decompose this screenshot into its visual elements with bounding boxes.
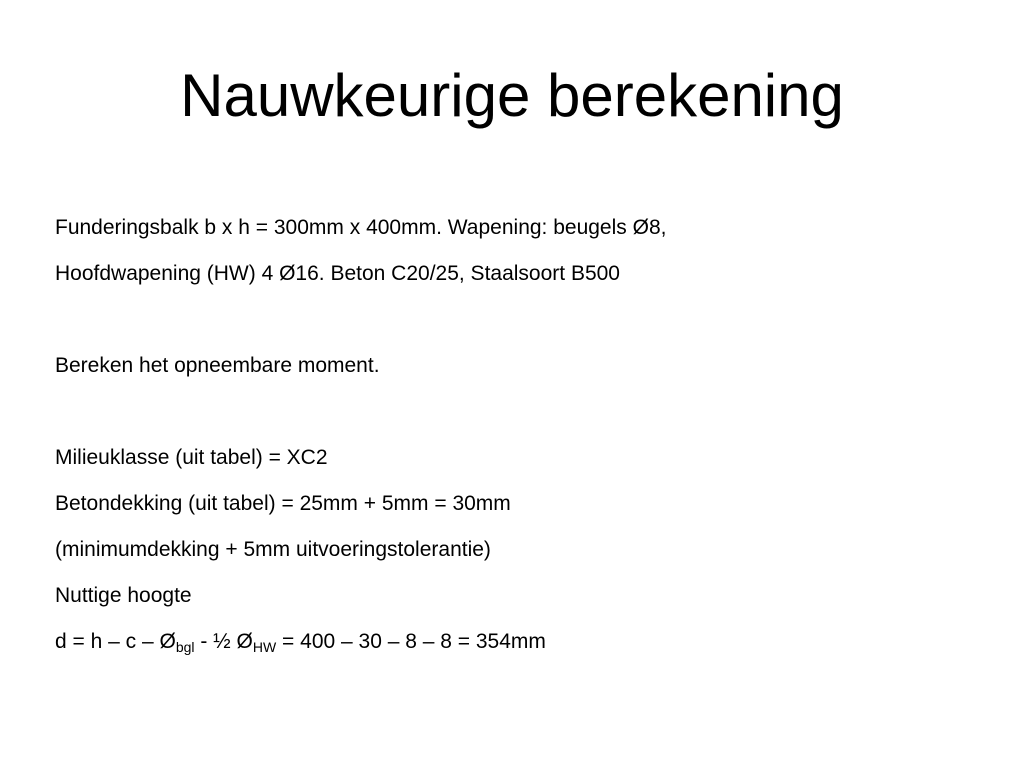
slide-body [55, 208, 995, 668]
body-line-environment-class: Milieuklasse (uit tabel) = XC2 [55, 446, 328, 469]
body-line-task: Bereken het opneembare moment. [55, 354, 380, 377]
slide-title: Nauwkeurige berekening [180, 62, 844, 129]
blank-line [55, 392, 995, 438]
body-line-cover-explanation: (minimumdekking + 5mm uitvoeringstolerantie) [55, 538, 491, 561]
formula-part-3: = 400 – 30 – 8 – 8 = 354mm [276, 630, 546, 653]
body-line-beam-dimensions: Funderingsbalk b x h = 300mm x 400mm. Wapening: beugels Ø8, [55, 216, 667, 239]
formula-part-2: - ½ Ø [194, 630, 253, 653]
body-line-main-reinforcement: Hoofdwapening (HW) 4 Ø16. Beton C20/25, Staalsoort B500 [55, 262, 620, 285]
formula-part-1: d = h – c – Ø [55, 630, 176, 653]
formula-subscript-hw: HW [252, 639, 277, 655]
body-line-concrete-cover: Betondekking (uit tabel) = 25mm + 5mm = 30mm [55, 492, 511, 515]
body-line-effective-depth-label: Nuttige hoogte [55, 584, 192, 607]
formula-subscript-bgl: bgl [175, 639, 195, 655]
blank-line [55, 300, 995, 346]
body-line-effective-depth-formula [55, 622, 995, 668]
